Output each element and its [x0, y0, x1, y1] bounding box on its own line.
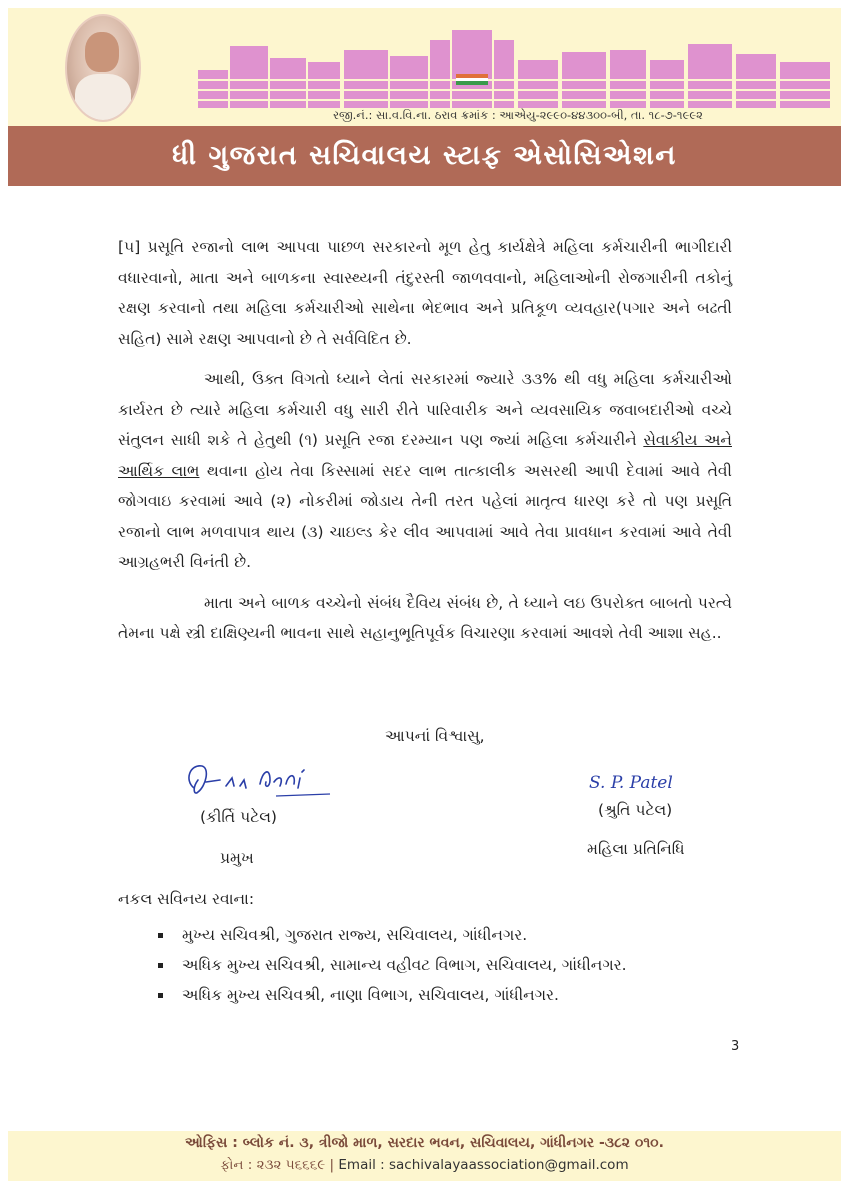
- building-skyline-graphic: [198, 26, 838, 108]
- list-item: મુખ્ય સચિવશ્રી, ગુજરાત રાજ્ય, સચિવાલય, ગાંધીનગર.: [158, 920, 627, 950]
- signature-text-2: S. P. Patel: [589, 773, 673, 793]
- paragraph-3: માતા અને બાળક વચ્ચેનો સંબંધ દૈવિય સંબંધ છે, તે ધ્યાને લઇ ઉપરોક્ત બાબતો પરત્વે તેમના પક્ષે સ્ત્રી દાક્ષિણ્યની ભાવના સાથે સહાનુભૂતિપૂર્વક વિચારણા કરવામાં આવશે તેવી આશા સહ..: [118, 593, 732, 642]
- list-item: અધિક મુખ્ય સચિવશ્રી, સામાન્ય વહીવટ વિભાગ, સચિવાલય, ગાંધીનગર.: [158, 950, 627, 980]
- page-number: 3: [731, 1039, 740, 1054]
- footer: [8, 1131, 841, 1181]
- paragraph-1: [૫] પ્રસૂતિ રજાનો લાભ આપવા પાછળ સરકારનો મૂળ હેતુ કાર્યક્ષેત્રે મહિલા કર્મચારીની ભાગીદારી વધારવાનો, માતા અને બાળકના સ્વાસ્થ્યની તંદુરસ્તી જાળવવાનો, મહિલાઓની રોજગારીની તકોનું રક્ષણ કરવાનો તથા મહિલા કર્મચારીઓ સાથેના ભેદભાવ અને પ્રતિકૂળ વ્યવહાર(પગાર અને બઢતી સહિત) સામે રક્ષણ આપવાનો છે તે સર્વવિદિત છે.: [118, 238, 732, 348]
- footer-separator: |: [329, 1157, 335, 1173]
- letter-body: [118, 232, 732, 649]
- signature-image-1: [180, 758, 340, 806]
- closing-salutation: આપનાં વિશ્વાસુ,: [385, 727, 485, 745]
- list-item: અધિક મુખ્ય સચિવશ્રી, નાણા વિભાગ, સચિવાલય, ગાંધીનગર.: [158, 980, 627, 1010]
- footer-phone: ફોન : ૨૩૨ ૫૬૬૬૯: [220, 1157, 326, 1173]
- signatory-1-name: (કીર્તિ પટેલ): [200, 808, 277, 826]
- footer-contact: [8, 1157, 841, 1173]
- letterhead: [8, 8, 841, 126]
- signatory-2-name: (શ્રુતિ પટેલ): [598, 801, 673, 819]
- footer-address: ઓફિસ : બ્લોક નં. ૩, ત્રીજો માળ, સરદાર ભવન, સચિવાલય, ગાંધીનગર -૩૮૨ ૦૧૦.: [185, 1135, 664, 1151]
- signatory-1-role: પ્રમુખ: [220, 849, 254, 867]
- portrait-image: [65, 14, 141, 122]
- signature-image-2: [585, 768, 715, 796]
- underlined-text: સેવાકીય અને આર્થિક લાભ: [118, 431, 732, 480]
- copy-to-heading: નકલ સવિનય રવાના:: [118, 890, 255, 908]
- association-title: ધી ગુજરાત સચિવાલય સ્ટાફ એસોસિએશન: [172, 140, 677, 171]
- signatory-2-role: મહિલા પ્રતિનિધિ: [587, 840, 685, 858]
- registration-line: રજી.નં.: સા.વ.વિ.ના. ઠરાવ ક્રમાંક : આએયુ-૨૯૯૦-૪૪૩૦૦-બી, તા. ૧૮-૭-૧૯૯૨: [333, 108, 703, 122]
- paragraph-2: આથી, ઉક્ત વિગતો ધ્યાને લેતાં સરકારમાં જ્યારે ૩૩% થી વધુ મહિલા કર્મચારીઓ કાર્યરત છે ત્યારે મહિલા કર્મચારી વધુ સારી રીતે પારિવારીક અને વ્યવસાયિક જવાબદારીઓ વચ્ચે સંતુલન સાધી શકે તે હેતુથી (૧) પ્રસૂતિ રજા દરમ્યાન પણ જ્યાં મહિલા કર્મચારીને સેવાકીય અને આર્થિક લાભ થવાના હોય તેવા કિસ્સામાં સદર લાભ તાત્કાલીક અસરથી આપી દેવામાં આવે તેવી જોગવાઇ કરવામાં આવે (૨) નોકરીમાં જોડાય તેની તરત પહેલાં માતૃત્વ ધારણ કરે તો પણ પ્રસૂતિ રજાનો લાભ મળવાપાત્ર થાય (૩) ચાઇલ્ડ કેર લીવ આપવામાં આવે તેવા પ્રાવધાન કરવામાં આવે તેવી આગ્રહભરી વિનંતી છે.: [118, 370, 732, 571]
- copy-to-list: [158, 920, 627, 1010]
- footer-email: Email : sachivalayaassociation@gmail.com: [338, 1157, 629, 1173]
- title-band: [8, 126, 841, 186]
